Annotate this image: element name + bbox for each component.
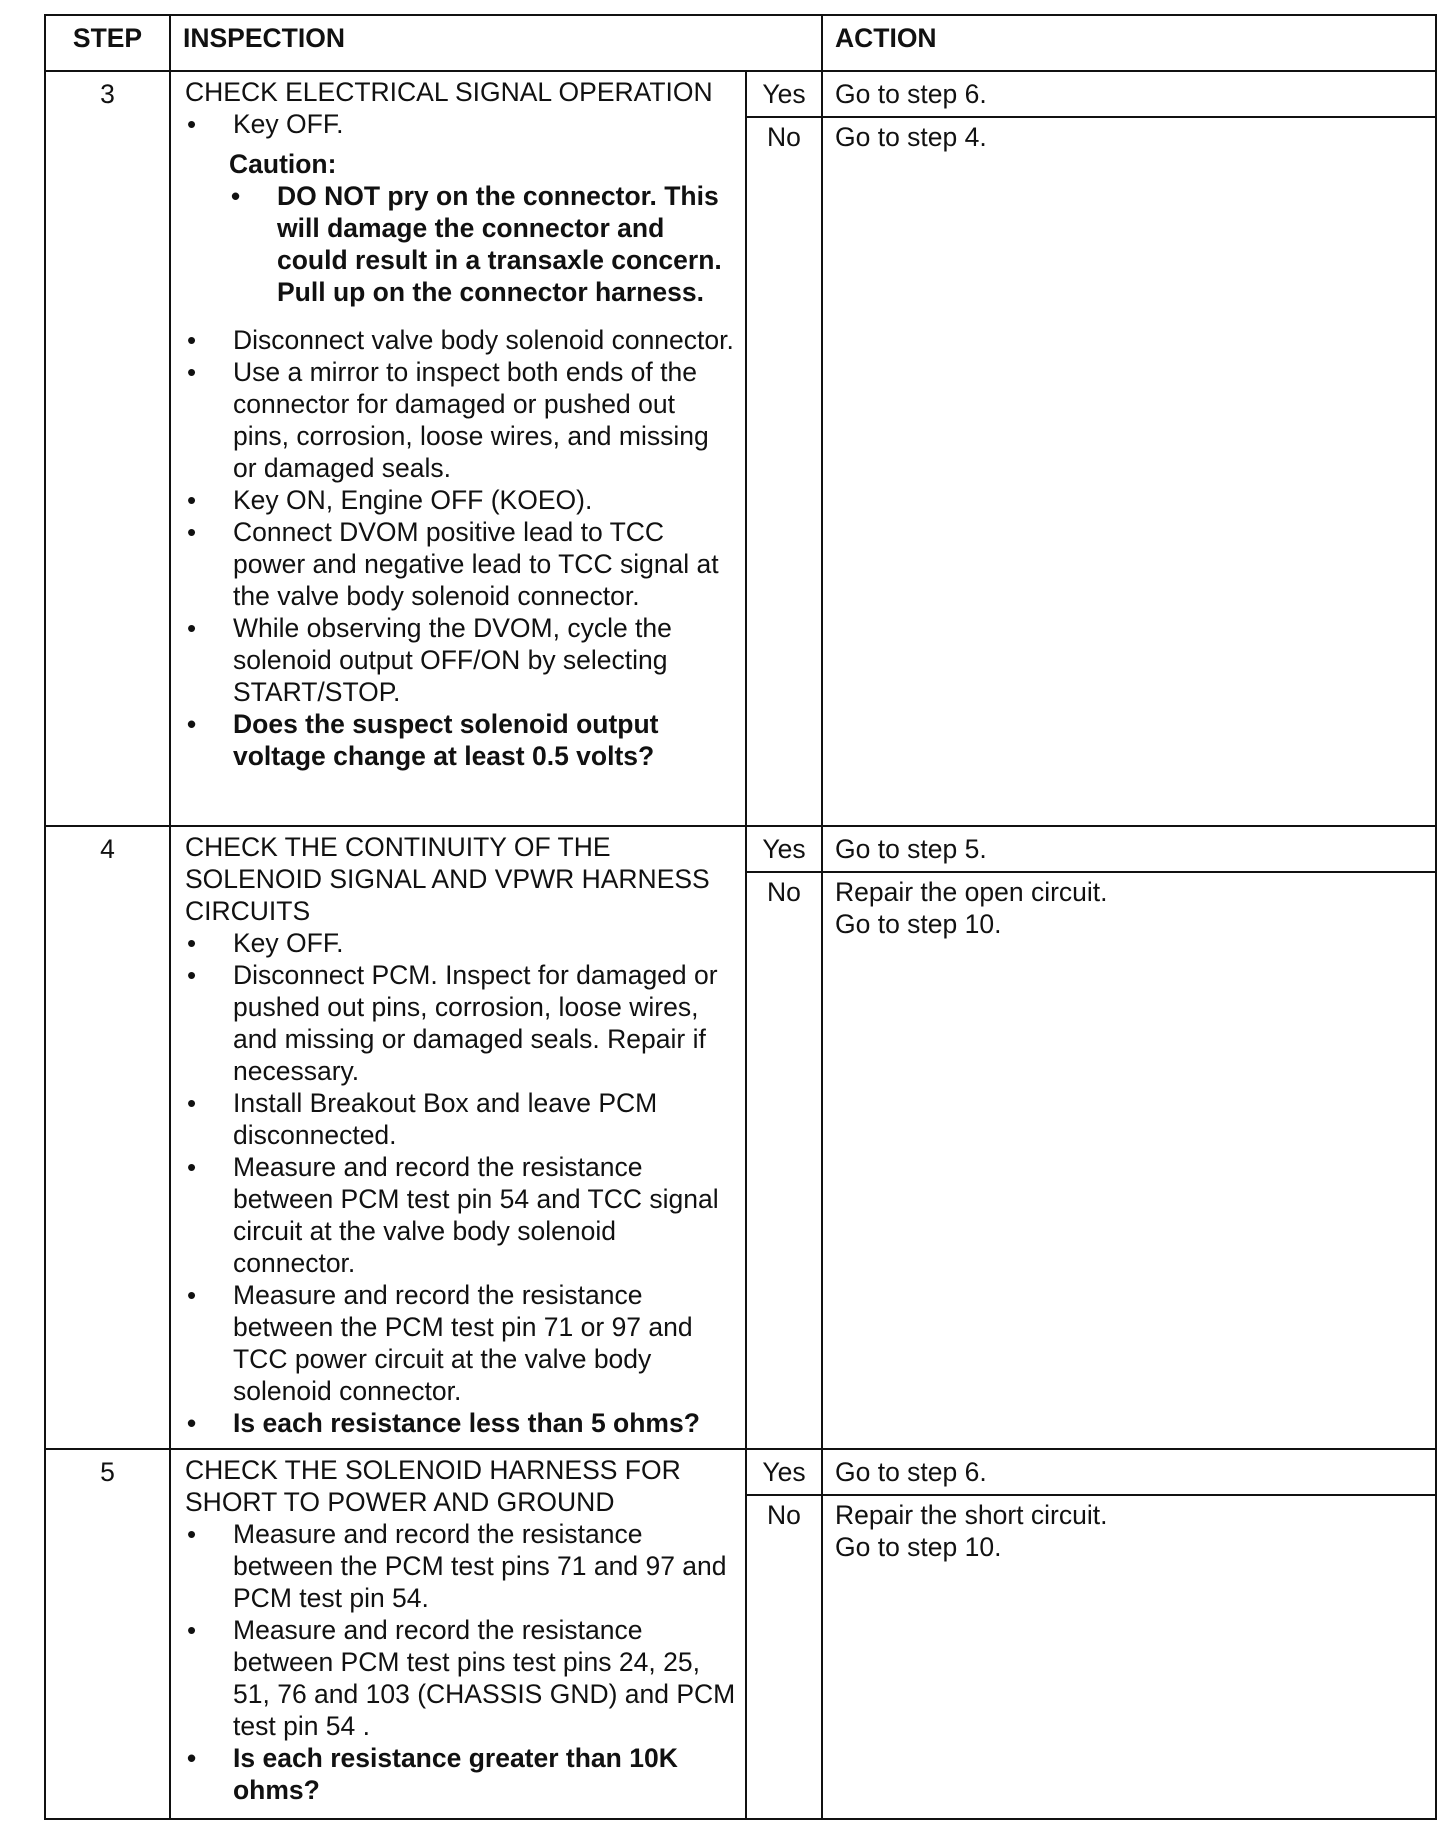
diagnostic-table [44,14,1437,1820]
table-row-step-5 [45,1449,1436,1819]
step-number: 3 [45,71,170,826]
list-item: • While observing the DVOM, cycle the solenoid output OFF/ON by selecting START/STOP. [185,612,737,708]
yes-label: Yes [747,827,821,873]
no-action [823,873,1435,940]
caution-block [229,148,737,308]
question-item: • Is each resistance greater than 10K ohms? [185,1742,737,1806]
list-item: • Disconnect valve body solenoid connector. [185,324,737,356]
yes-label: Yes [747,72,821,118]
yes-no-cell [746,71,822,826]
list-item: • Measure and record the resistance between PCM test pin 54 and TCC signal circuit at the valve body solenoid connector. [185,1151,737,1279]
list-item: • Key OFF. [185,927,737,959]
header-row [45,15,1436,71]
no-action [823,1496,1435,1563]
list-item: • Measure and record the resistance between the PCM test pins 71 and 97 and PCM test pin 54. [185,1518,737,1614]
bullet-list [185,927,737,1439]
no-action-line: Go to step 10. [835,1532,1002,1562]
caution-item: • DO NOT pry on the connector. This will damage the connector and could result in a transaxle concern. Pull up on the connector harness. [229,180,737,308]
action-cell [822,826,1436,1449]
action-header: ACTION [822,15,1436,71]
inspection-cell [170,1449,746,1819]
inspection-cell [170,826,746,1449]
inspection-header: INSPECTION [170,15,822,71]
no-action-line: Go to step 4. [835,122,987,152]
table-row-step-4 [45,826,1436,1449]
list-item: • Disconnect PCM. Inspect for damaged or pushed out pins, corrosion, loose wires, and missing or damaged seals. Repair if necessary. [185,959,737,1087]
no-label: No [767,122,801,152]
yes-no-cell [746,826,822,1449]
caution-title: Caution: [229,149,337,179]
list-item: • Measure and record the resistance between PCM test pins test pins 24, 25, 51, 76 and 103 (CHASSIS GND) and PCM test pin 54 . [185,1614,737,1742]
action-cell [822,1449,1436,1819]
inspection-cell [170,71,746,826]
bullet-list [185,1518,737,1806]
yes-label: Yes [747,1450,821,1496]
step-number: 4 [45,826,170,1449]
list-item: • Install Breakout Box and leave PCM disconnected. [185,1087,737,1151]
yes-no-cell [746,1449,822,1819]
action-cell [822,71,1436,826]
list-item: • Key OFF. [185,108,737,140]
list-item: • Connect DVOM positive lead to TCC power and negative lead to TCC signal at the valve body solenoid connector. [185,516,737,612]
question-item: • Is each resistance less than 5 ohms? [185,1407,737,1439]
no-label: No [767,1500,801,1530]
list-item: • Measure and record the resistance between the PCM test pin 71 or 97 and TCC power circuit at the valve body solenoid connector. [185,1279,737,1407]
bullet-list [185,324,737,772]
list-item: • Use a mirror to inspect both ends of the connector for damaged or pushed out pins, corrosion, loose wires, and missing or damaged seals. [185,356,737,484]
no-action [823,118,1435,153]
no-action-line: Go to step 10. [835,909,1002,939]
step-title: CHECK THE SOLENOID HARNESS FOR SHORT TO POWER AND GROUND [185,1455,681,1517]
list-item: • Key ON, Engine OFF (KOEO). [185,484,737,516]
no-action-line: Repair the short circuit. [835,1500,1108,1530]
yes-action: Go to step 5. [823,827,1435,873]
table-row-step-3 [45,71,1436,826]
step-title: CHECK ELECTRICAL SIGNAL OPERATION [185,77,713,107]
step-header: STEP [45,15,170,71]
caution-list [229,180,737,308]
yes-action: Go to step 6. [823,72,1435,118]
question-item: • Does the suspect solenoid output voltage change at least 0.5 volts? [185,708,737,772]
yes-action: Go to step 6. [823,1450,1435,1496]
step-title: CHECK THE CONTINUITY OF THE SOLENOID SIGNAL AND VPWR HARNESS CIRCUITS [185,832,710,926]
step-number: 5 [45,1449,170,1819]
no-label: No [767,877,801,907]
no-action-line: Repair the open circuit. [835,877,1108,907]
pre-bullet-list [185,108,737,140]
